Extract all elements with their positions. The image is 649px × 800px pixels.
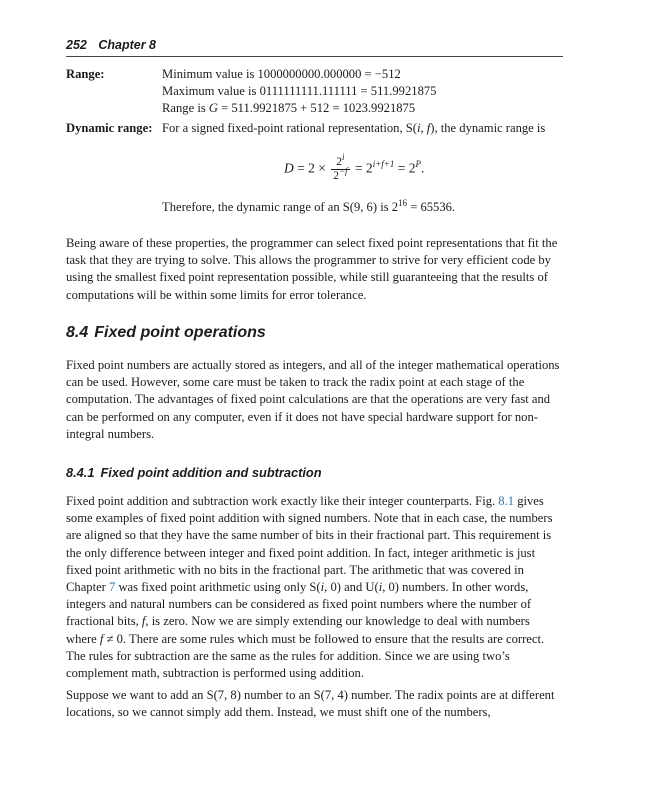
subsection-heading: 8.4.1 Fixed point addition and subtraction xyxy=(66,465,322,480)
range-total-line: Range is G = 511.9921875 + 512 = 1023.9921875 xyxy=(162,101,416,115)
dynamic-range-term: Dynamic range: xyxy=(66,121,153,135)
running-head xyxy=(66,38,156,52)
range-term: Range: xyxy=(66,67,105,81)
chapter-label: Chapter 8 xyxy=(98,38,156,52)
chapter-link[interactable]: 7 xyxy=(109,580,116,595)
range-min-line: Minimum value is 1000000000.000000 = −512 xyxy=(162,67,401,81)
range-max-line: Maximum value is 0111111111.111111 = 511.9921875 xyxy=(162,84,437,98)
dynamic-range-conclusion: Therefore, the dynamic range of an S(9, 6) is $2^{16} = 65536$. xyxy=(162,197,456,214)
equation-fraction: $\frac{2^i}{2^{-f}}$ xyxy=(333,152,348,182)
paragraph-add-sub: Fixed point addition and subtraction work exactly like their integer counterparts. Fig. 8.1 gives some examples of fixed point addition with signed numbers. Note that in each case, the numbers are aligned so that they have the same number of bits in their fractional part. This requirement is the only difference between integer and fixed point addition. In fact, integer arithmetic is just fixed point arithmetic with no bits in the fractional part. The arithmetic that was covered in Chapter 7 was fixed point arithmetic using only S(i, 0) and U(i, 0) numbers. In other words, integers and natural numbers can be considered as fixed point numbers where the number of fractional bits, f, is zero. Now we are simply extending our knowledge to deal with numbers where f ≠ 0. There are some rules which must be followed to ensure that the results are correct. The rules for subtraction are the same as the rules for addition. Since we are using two’s complement math, subtraction is performed using addition. xyxy=(66,494,553,681)
paragraph-awareness: Being aware of these properties, the programmer can select fixed point representations that fit the task that they are trying to solve. This allows the programmer to strive for very efficient code by using the smallest fixed point representation possible, while still guaranteeing that the results of computations will be within some limits for error tolerance. xyxy=(66,236,558,302)
section-heading: 8.4 Fixed point operations xyxy=(66,324,266,341)
dynamic-range-definition xyxy=(66,120,563,137)
dynamic-range-intro: For a signed fixed-point rational representation, S(i, f), the dynamic range is xyxy=(162,121,546,135)
page-number: 252 xyxy=(66,38,87,52)
figure-link[interactable]: 8.1 xyxy=(498,494,515,508)
range-definition xyxy=(66,66,563,117)
header-rule xyxy=(66,56,563,57)
dynamic-range-equation: D = 2 × $\frac{2^i}{2^{-f}}$ = $2^{i+f+1} = 2^P$. xyxy=(284,152,425,182)
paragraph-section-intro: Fixed point numbers are actually stored as integers, and all of the integer mathematical operations can be used. However, some care must be taken to track the radix point at each stage of the computation. The advantages of fixed point calculations are that the operations are very fast and can be performed on any computer, even if it does not have special hardware support for non-integral numbers. xyxy=(66,358,560,441)
paragraph-suppose: Suppose we want to add an S(7, 8) number to an S(7, 4) number. The radix points are at different locations, so we cannot simply add them. Instead, we must shift one of the numbers, xyxy=(66,688,555,720)
